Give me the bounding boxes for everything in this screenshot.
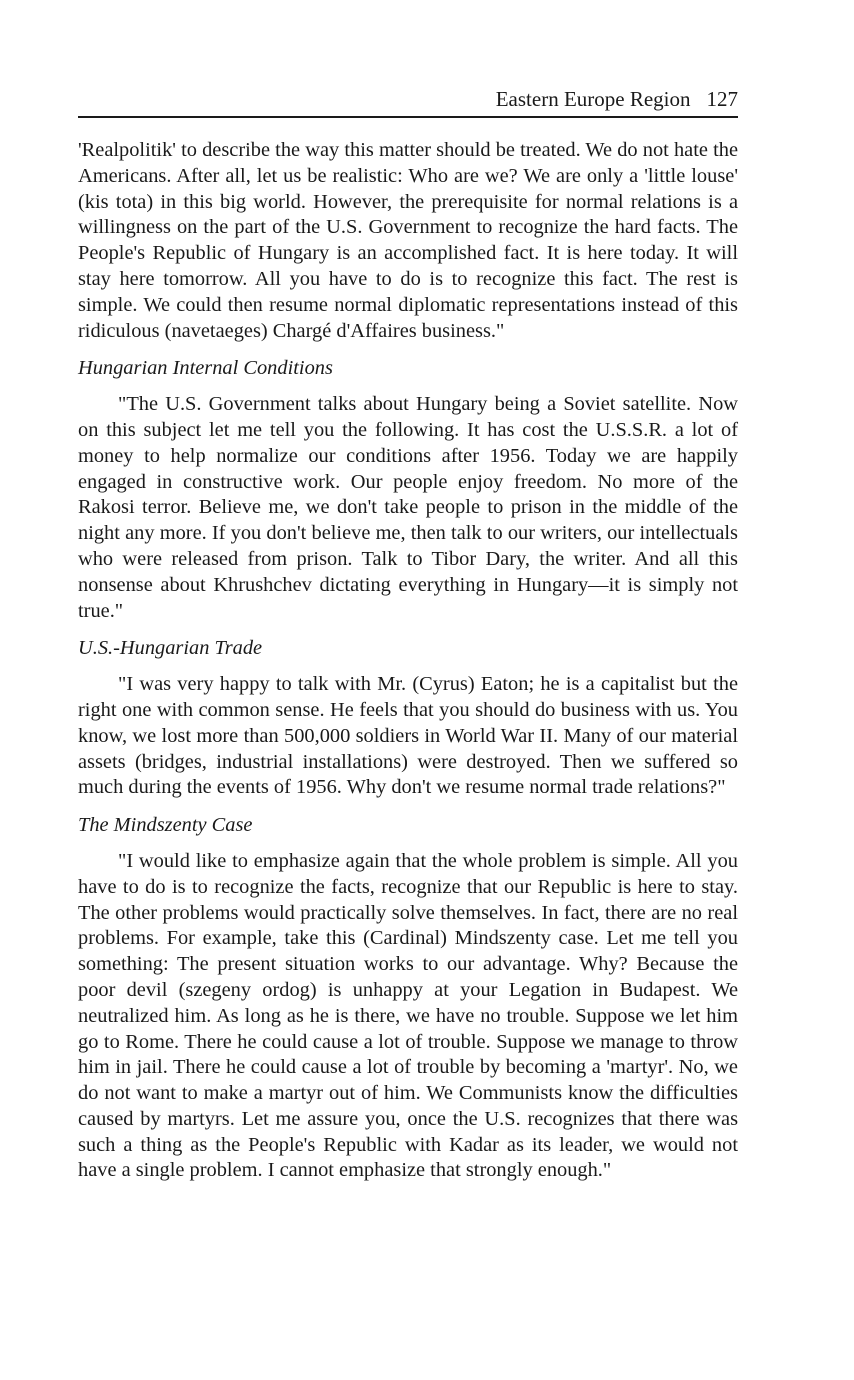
heading-hungarian-internal-conditions: Hungarian Internal Conditions	[78, 357, 333, 380]
page-number: 127	[706, 87, 738, 111]
section-title: Eastern Europe Region	[495, 87, 691, 111]
heading-mindszenty-case: The Mindszenty Case	[78, 814, 253, 837]
paragraph-internal-conditions: "The U.S. Government talks about Hungary being a Soviet satellite. Now on this subject let me tell you the following. It has cost the U.S.S.R. a lot of money to help normalize our conditions after 1956. Today we are happily engaged in constructive work. Our people enjoy freedom. No more of the Rakosi terror. Believe me, we don't take people to prison in the middle of the night any more. If you don't believe me, then talk to our writers, our intellectuals who were released from prison. Talk to Tibor Dary, the writer. And all this nonsense about Khrushchev dictating everything in Hungary—it is simply not true."	[78, 393, 738, 622]
paragraph-mindszenty: "I would like to emphasize again that the whole problem is simple. All you have to do is to recognize the facts, recognize that our Republic is here to stay. The other problems would practically solve themselves. In fact, there are no real problems. For example, take this (Cardinal) Mindszenty case. Let me tell you something: The present situation works to our advantage. Why? Because the poor devil (szegeny ordog) is unhappy at your Legation in Budapest. We neutralized him. As long as he is there, we have no trouble. Suppose we let him go to Rome. There he could cause a lot of trouble. Suppose we manage to throw him in jail. There he could cause a lot of trouble by becoming a 'martyr'. No, we do not want to make a martyr out of him. We Communists know the difficulties caused by martyrs. Let me assure you, once the U.S. recognizes that there was such a thing as the People's Republic with Kadar as its leader, we would not have a single problem. I cannot emphasize that strongly enough."	[78, 849, 738, 1182]
running-header	[78, 86, 738, 118]
book-page	[78, 86, 738, 1184]
paragraph-realpolitik: 'Realpolitik' to describe the way this matter should be treated. We do not hate the Americans. After all, let us be realistic: Who are we? We are only a 'little louse' (kis tota) in this big world. However, the prerequisite for normal relations is a willingness on the part of the U.S. Government to recognize the hard facts. The People's Republic of Hungary is an accomplished fact. It is here today. It will stay here tomorrow. All you have to do is to recognize this fact. The rest is simple. We could then resume normal diplomatic representations instead of this ridiculous (navetaeges) Chargé d'Affaires business."	[78, 139, 738, 342]
paragraph-trade: "I was very happy to talk with Mr. (Cyrus) Eaton; he is a capitalist but the right one with common sense. He feels that you should do business with us. You know, we lost more than 500,000 soldiers in World War II. Many of our material assets (bridges, industrial installations) were destroyed. Then we suffered so much during the events of 1956. Why don't we resume normal trade relations?"	[78, 673, 738, 799]
heading-us-hungarian-trade: U.S.-Hungarian Trade	[78, 637, 263, 660]
body-text	[78, 138, 738, 1184]
